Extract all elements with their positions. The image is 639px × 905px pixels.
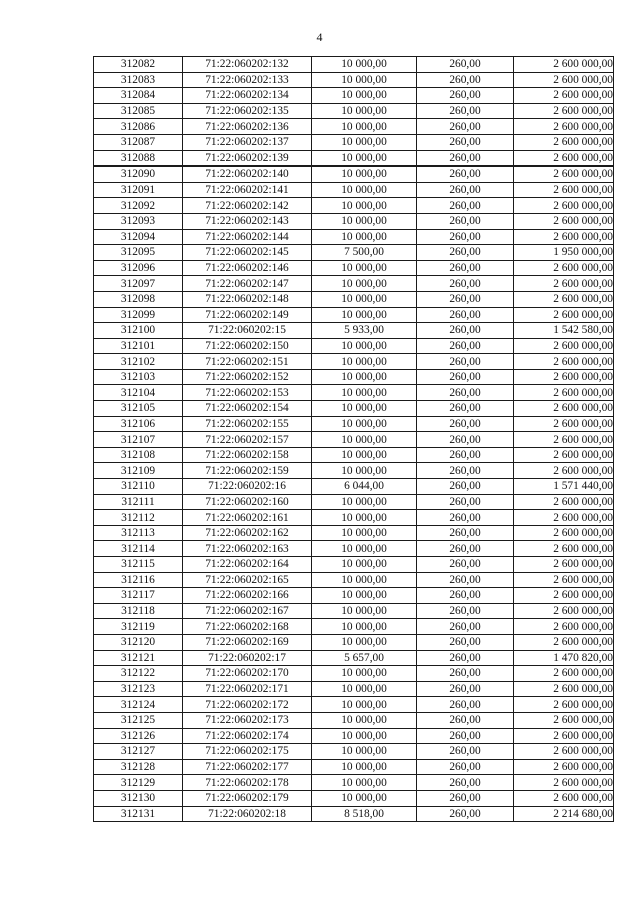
parcel-id-cell: 312118: [94, 603, 183, 619]
total-cell: 1 950 000,00: [514, 245, 614, 261]
rate-cell: 260,00: [417, 260, 514, 276]
total-cell: 2 600 000,00: [514, 775, 614, 791]
total-cell: 2 600 000,00: [514, 150, 614, 166]
rate-cell: 260,00: [417, 572, 514, 588]
table-row: [94, 198, 614, 214]
total-cell: 2 600 000,00: [514, 541, 614, 557]
cadastral-number-cell: 71:22:060202:171: [183, 681, 312, 697]
area-cell: 10 000,00: [312, 369, 417, 385]
parcel-id-cell: 312112: [94, 510, 183, 526]
parcel-id-cell: 312087: [94, 134, 183, 150]
area-cell: 10 000,00: [312, 494, 417, 510]
cadastral-number-cell: 71:22:060202:154: [183, 401, 312, 417]
parcel-id-cell: 312086: [94, 119, 183, 135]
table-row: [94, 712, 614, 728]
rate-cell: 260,00: [417, 510, 514, 526]
total-cell: 2 600 000,00: [514, 338, 614, 354]
parcel-id-cell: 312092: [94, 198, 183, 214]
parcel-id-cell: 312130: [94, 790, 183, 806]
total-cell: 2 600 000,00: [514, 166, 614, 182]
area-cell: 10 000,00: [312, 229, 417, 245]
total-cell: 2 600 000,00: [514, 463, 614, 479]
parcel-id-cell: 312090: [94, 166, 183, 182]
rate-cell: 260,00: [417, 479, 514, 495]
parcel-id-cell: 312127: [94, 744, 183, 760]
parcel-id-cell: 312123: [94, 681, 183, 697]
rate-cell: 260,00: [417, 541, 514, 557]
parcel-id-cell: 312102: [94, 354, 183, 370]
cadastral-number-cell: 71:22:060202:168: [183, 619, 312, 635]
total-cell: 2 600 000,00: [514, 119, 614, 135]
area-cell: 10 000,00: [312, 338, 417, 354]
table-row: [94, 385, 614, 401]
table-row: [94, 276, 614, 292]
area-cell: 10 000,00: [312, 572, 417, 588]
rate-cell: 260,00: [417, 385, 514, 401]
area-cell: 10 000,00: [312, 666, 417, 682]
parcel-id-cell: 312120: [94, 634, 183, 650]
cadastral-number-cell: 71:22:060202:135: [183, 103, 312, 119]
rate-cell: 260,00: [417, 463, 514, 479]
total-cell: 2 600 000,00: [514, 369, 614, 385]
cadastral-number-cell: 71:22:060202:133: [183, 72, 312, 88]
cadastral-number-cell: 71:22:060202:18: [183, 806, 312, 822]
total-cell: 2 600 000,00: [514, 510, 614, 526]
area-cell: 10 000,00: [312, 432, 417, 448]
table-row: [94, 479, 614, 495]
table-row: [94, 369, 614, 385]
cadastral-number-cell: 71:22:060202:142: [183, 198, 312, 214]
area-cell: 10 000,00: [312, 510, 417, 526]
rate-cell: 260,00: [417, 198, 514, 214]
rate-cell: 260,00: [417, 447, 514, 463]
table-row: [94, 57, 614, 73]
rate-cell: 260,00: [417, 681, 514, 697]
area-cell: 5 657,00: [312, 650, 417, 666]
cadastral-number-cell: 71:22:060202:172: [183, 697, 312, 713]
cadastral-number-cell: 71:22:060202:179: [183, 790, 312, 806]
cadastral-number-cell: 71:22:060202:139: [183, 150, 312, 166]
total-cell: 2 600 000,00: [514, 416, 614, 432]
parcel-id-cell: 312082: [94, 57, 183, 73]
table-row: [94, 541, 614, 557]
total-cell: 2 600 000,00: [514, 588, 614, 604]
cadastral-number-cell: 71:22:060202:161: [183, 510, 312, 526]
total-cell: 1 542 580,00: [514, 323, 614, 339]
rate-cell: 260,00: [417, 603, 514, 619]
table-row: [94, 182, 614, 198]
cadastral-number-cell: 71:22:060202:158: [183, 447, 312, 463]
parcel-id-cell: 312124: [94, 697, 183, 713]
total-cell: 2 600 000,00: [514, 229, 614, 245]
table-row: [94, 681, 614, 697]
cadastral-number-cell: 71:22:060202:175: [183, 744, 312, 760]
area-cell: 10 000,00: [312, 790, 417, 806]
rate-cell: 260,00: [417, 229, 514, 245]
table-row: [94, 291, 614, 307]
table-row: [94, 557, 614, 573]
parcel-id-cell: 312106: [94, 416, 183, 432]
table-row: [94, 759, 614, 775]
table-row: [94, 416, 614, 432]
total-cell: 1 470 820,00: [514, 650, 614, 666]
table-row: [94, 88, 614, 104]
table-row: [94, 463, 614, 479]
total-cell: 2 600 000,00: [514, 525, 614, 541]
rate-cell: 260,00: [417, 619, 514, 635]
total-cell: 2 600 000,00: [514, 447, 614, 463]
table-row: [94, 119, 614, 135]
parcel-id-cell: 312093: [94, 213, 183, 229]
area-cell: 10 000,00: [312, 697, 417, 713]
parcel-id-cell: 312096: [94, 260, 183, 276]
rate-cell: 260,00: [417, 88, 514, 104]
area-cell: 10 000,00: [312, 134, 417, 150]
cadastral-number-cell: 71:22:060202:151: [183, 354, 312, 370]
parcel-id-cell: 312085: [94, 103, 183, 119]
rate-cell: 260,00: [417, 323, 514, 339]
parcel-id-cell: 312121: [94, 650, 183, 666]
cadastral-number-cell: 71:22:060202:144: [183, 229, 312, 245]
rate-cell: 260,00: [417, 494, 514, 510]
parcel-id-cell: 312095: [94, 245, 183, 261]
cadastral-number-cell: 71:22:060202:140: [183, 166, 312, 182]
rate-cell: 260,00: [417, 525, 514, 541]
total-cell: 2 600 000,00: [514, 790, 614, 806]
rate-cell: 260,00: [417, 369, 514, 385]
total-cell: 2 600 000,00: [514, 557, 614, 573]
total-cell: 1 571 440,00: [514, 479, 614, 495]
total-cell: 2 600 000,00: [514, 260, 614, 276]
cadastral-number-cell: 71:22:060202:147: [183, 276, 312, 292]
table-row: [94, 103, 614, 119]
area-cell: 10 000,00: [312, 182, 417, 198]
total-cell: 2 600 000,00: [514, 276, 614, 292]
parcel-table-body: [94, 57, 614, 822]
parcel-id-cell: 312098: [94, 291, 183, 307]
area-cell: 10 000,00: [312, 385, 417, 401]
cadastral-number-cell: 71:22:060202:141: [183, 182, 312, 198]
area-cell: 10 000,00: [312, 744, 417, 760]
table-row: [94, 134, 614, 150]
cadastral-number-cell: 71:22:060202:178: [183, 775, 312, 791]
table-row: [94, 166, 614, 182]
parcel-id-cell: 312094: [94, 229, 183, 245]
total-cell: 2 600 000,00: [514, 572, 614, 588]
total-cell: 2 600 000,00: [514, 728, 614, 744]
table-row: [94, 245, 614, 261]
rate-cell: 260,00: [417, 588, 514, 604]
table-row: [94, 510, 614, 526]
cadastral-number-cell: 71:22:060202:137: [183, 134, 312, 150]
rate-cell: 260,00: [417, 666, 514, 682]
total-cell: 2 600 000,00: [514, 666, 614, 682]
rate-cell: 260,00: [417, 72, 514, 88]
total-cell: 2 600 000,00: [514, 354, 614, 370]
parcel-id-cell: 312131: [94, 806, 183, 822]
area-cell: 10 000,00: [312, 213, 417, 229]
cadastral-number-cell: 71:22:060202:148: [183, 291, 312, 307]
cadastral-number-cell: 71:22:060202:162: [183, 525, 312, 541]
cadastral-number-cell: 71:22:060202:150: [183, 338, 312, 354]
area-cell: 10 000,00: [312, 712, 417, 728]
area-cell: 8 518,00: [312, 806, 417, 822]
rate-cell: 260,00: [417, 338, 514, 354]
rate-cell: 260,00: [417, 697, 514, 713]
parcel-id-cell: 312128: [94, 759, 183, 775]
cadastral-number-cell: 71:22:060202:166: [183, 588, 312, 604]
area-cell: 10 000,00: [312, 260, 417, 276]
parcel-id-cell: 312091: [94, 182, 183, 198]
cadastral-number-cell: 71:22:060202:136: [183, 119, 312, 135]
total-cell: 2 600 000,00: [514, 401, 614, 417]
parcel-id-cell: 312114: [94, 541, 183, 557]
table-row: [94, 494, 614, 510]
table-row: [94, 401, 614, 417]
rate-cell: 260,00: [417, 401, 514, 417]
parcel-id-cell: 312111: [94, 494, 183, 510]
total-cell: 2 600 000,00: [514, 712, 614, 728]
parcel-id-cell: 312122: [94, 666, 183, 682]
area-cell: 10 000,00: [312, 588, 417, 604]
cadastral-number-cell: 71:22:060202:157: [183, 432, 312, 448]
table-row: [94, 229, 614, 245]
rate-cell: 260,00: [417, 103, 514, 119]
area-cell: 5 933,00: [312, 323, 417, 339]
rate-cell: 260,00: [417, 416, 514, 432]
parcel-table: [93, 56, 614, 822]
total-cell: 2 600 000,00: [514, 213, 614, 229]
table-row: [94, 338, 614, 354]
parcel-id-cell: 312119: [94, 619, 183, 635]
rate-cell: 260,00: [417, 291, 514, 307]
rate-cell: 260,00: [417, 213, 514, 229]
table-row: [94, 790, 614, 806]
total-cell: 2 600 000,00: [514, 103, 614, 119]
parcel-id-cell: 312097: [94, 276, 183, 292]
total-cell: 2 600 000,00: [514, 307, 614, 323]
table-row: [94, 260, 614, 276]
total-cell: 2 600 000,00: [514, 72, 614, 88]
rate-cell: 260,00: [417, 182, 514, 198]
parcel-id-cell: 312088: [94, 150, 183, 166]
parcel-id-cell: 312100: [94, 323, 183, 339]
total-cell: 2 600 000,00: [514, 681, 614, 697]
table-row: [94, 72, 614, 88]
area-cell: 10 000,00: [312, 119, 417, 135]
table-row: [94, 307, 614, 323]
total-cell: 2 600 000,00: [514, 88, 614, 104]
total-cell: 2 600 000,00: [514, 57, 614, 73]
cadastral-number-cell: 71:22:060202:153: [183, 385, 312, 401]
area-cell: 10 000,00: [312, 759, 417, 775]
parcel-id-cell: 312126: [94, 728, 183, 744]
cadastral-number-cell: 71:22:060202:174: [183, 728, 312, 744]
cadastral-number-cell: 71:22:060202:159: [183, 463, 312, 479]
table-row: [94, 650, 614, 666]
table-row: [94, 354, 614, 370]
cadastral-number-cell: 71:22:060202:146: [183, 260, 312, 276]
parcel-id-cell: 312108: [94, 447, 183, 463]
parcel-id-cell: 312083: [94, 72, 183, 88]
rate-cell: 260,00: [417, 744, 514, 760]
cadastral-number-cell: 71:22:060202:177: [183, 759, 312, 775]
cadastral-number-cell: 71:22:060202:149: [183, 307, 312, 323]
rate-cell: 260,00: [417, 307, 514, 323]
rate-cell: 260,00: [417, 134, 514, 150]
cadastral-number-cell: 71:22:060202:145: [183, 245, 312, 261]
cadastral-number-cell: 71:22:060202:167: [183, 603, 312, 619]
parcel-id-cell: 312129: [94, 775, 183, 791]
total-cell: 2 600 000,00: [514, 385, 614, 401]
table-row: [94, 432, 614, 448]
total-cell: 2 214 680,00: [514, 806, 614, 822]
parcel-id-cell: 312099: [94, 307, 183, 323]
area-cell: 10 000,00: [312, 681, 417, 697]
table-row: [94, 744, 614, 760]
cadastral-number-cell: 71:22:060202:170: [183, 666, 312, 682]
rate-cell: 260,00: [417, 166, 514, 182]
rate-cell: 260,00: [417, 806, 514, 822]
table-row: [94, 447, 614, 463]
parcel-id-cell: 312107: [94, 432, 183, 448]
area-cell: 10 000,00: [312, 541, 417, 557]
rate-cell: 260,00: [417, 712, 514, 728]
table-row: [94, 666, 614, 682]
parcel-id-cell: 312084: [94, 88, 183, 104]
parcel-id-cell: 312103: [94, 369, 183, 385]
cadastral-number-cell: 71:22:060202:134: [183, 88, 312, 104]
rate-cell: 260,00: [417, 119, 514, 135]
area-cell: 10 000,00: [312, 619, 417, 635]
parcel-id-cell: 312117: [94, 588, 183, 604]
area-cell: 10 000,00: [312, 103, 417, 119]
area-cell: 10 000,00: [312, 447, 417, 463]
parcel-id-cell: 312105: [94, 401, 183, 417]
area-cell: 10 000,00: [312, 166, 417, 182]
parcel-id-cell: 312115: [94, 557, 183, 573]
cadastral-number-cell: 71:22:060202:16: [183, 479, 312, 495]
area-cell: 10 000,00: [312, 634, 417, 650]
rate-cell: 260,00: [417, 276, 514, 292]
page-number: 4: [316, 30, 323, 44]
rate-cell: 260,00: [417, 728, 514, 744]
area-cell: 6 044,00: [312, 479, 417, 495]
table-row: [94, 150, 614, 166]
area-cell: 10 000,00: [312, 276, 417, 292]
rate-cell: 260,00: [417, 245, 514, 261]
table-row: [94, 634, 614, 650]
table-row: [94, 603, 614, 619]
area-cell: 10 000,00: [312, 88, 417, 104]
area-cell: 10 000,00: [312, 72, 417, 88]
total-cell: 2 600 000,00: [514, 494, 614, 510]
table-row: [94, 775, 614, 791]
table-row: [94, 697, 614, 713]
table-row: [94, 806, 614, 822]
total-cell: 2 600 000,00: [514, 744, 614, 760]
total-cell: 2 600 000,00: [514, 182, 614, 198]
total-cell: 2 600 000,00: [514, 432, 614, 448]
cadastral-number-cell: 71:22:060202:165: [183, 572, 312, 588]
cadastral-number-cell: 71:22:060202:163: [183, 541, 312, 557]
area-cell: 10 000,00: [312, 354, 417, 370]
area-cell: 10 000,00: [312, 463, 417, 479]
area-cell: 7 500,00: [312, 245, 417, 261]
area-cell: 10 000,00: [312, 57, 417, 73]
parcel-id-cell: 312113: [94, 525, 183, 541]
area-cell: 10 000,00: [312, 775, 417, 791]
table-row: [94, 619, 614, 635]
table-row: [94, 728, 614, 744]
parcel-id-cell: 312116: [94, 572, 183, 588]
cadastral-number-cell: 71:22:060202:164: [183, 557, 312, 573]
rate-cell: 260,00: [417, 775, 514, 791]
total-cell: 2 600 000,00: [514, 134, 614, 150]
total-cell: 2 600 000,00: [514, 603, 614, 619]
parcel-id-cell: 312101: [94, 338, 183, 354]
total-cell: 2 600 000,00: [514, 634, 614, 650]
total-cell: 2 600 000,00: [514, 291, 614, 307]
area-cell: 10 000,00: [312, 401, 417, 417]
cadastral-number-cell: 71:22:060202:132: [183, 57, 312, 73]
rate-cell: 260,00: [417, 634, 514, 650]
total-cell: 2 600 000,00: [514, 697, 614, 713]
parcel-id-cell: 312110: [94, 479, 183, 495]
area-cell: 10 000,00: [312, 557, 417, 573]
parcel-id-cell: 312125: [94, 712, 183, 728]
table-row: [94, 213, 614, 229]
cadastral-number-cell: 71:22:060202:15: [183, 323, 312, 339]
cadastral-number-cell: 71:22:060202:173: [183, 712, 312, 728]
cadastral-number-cell: 71:22:060202:155: [183, 416, 312, 432]
table-row: [94, 588, 614, 604]
cadastral-number-cell: 71:22:060202:17: [183, 650, 312, 666]
parcel-id-cell: 312104: [94, 385, 183, 401]
cadastral-number-cell: 71:22:060202:152: [183, 369, 312, 385]
rate-cell: 260,00: [417, 557, 514, 573]
table-row: [94, 323, 614, 339]
area-cell: 10 000,00: [312, 150, 417, 166]
total-cell: 2 600 000,00: [514, 759, 614, 775]
rate-cell: 260,00: [417, 650, 514, 666]
area-cell: 10 000,00: [312, 198, 417, 214]
rate-cell: 260,00: [417, 432, 514, 448]
rate-cell: 260,00: [417, 759, 514, 775]
area-cell: 10 000,00: [312, 307, 417, 323]
rate-cell: 260,00: [417, 150, 514, 166]
table-row: [94, 525, 614, 541]
area-cell: 10 000,00: [312, 525, 417, 541]
cadastral-number-cell: 71:22:060202:143: [183, 213, 312, 229]
area-cell: 10 000,00: [312, 728, 417, 744]
table-row: [94, 572, 614, 588]
rate-cell: 260,00: [417, 57, 514, 73]
rate-cell: 260,00: [417, 354, 514, 370]
cadastral-number-cell: 71:22:060202:160: [183, 494, 312, 510]
rate-cell: 260,00: [417, 790, 514, 806]
parcel-id-cell: 312109: [94, 463, 183, 479]
total-cell: 2 600 000,00: [514, 198, 614, 214]
total-cell: 2 600 000,00: [514, 619, 614, 635]
cadastral-number-cell: 71:22:060202:169: [183, 634, 312, 650]
area-cell: 10 000,00: [312, 291, 417, 307]
area-cell: 10 000,00: [312, 603, 417, 619]
area-cell: 10 000,00: [312, 416, 417, 432]
